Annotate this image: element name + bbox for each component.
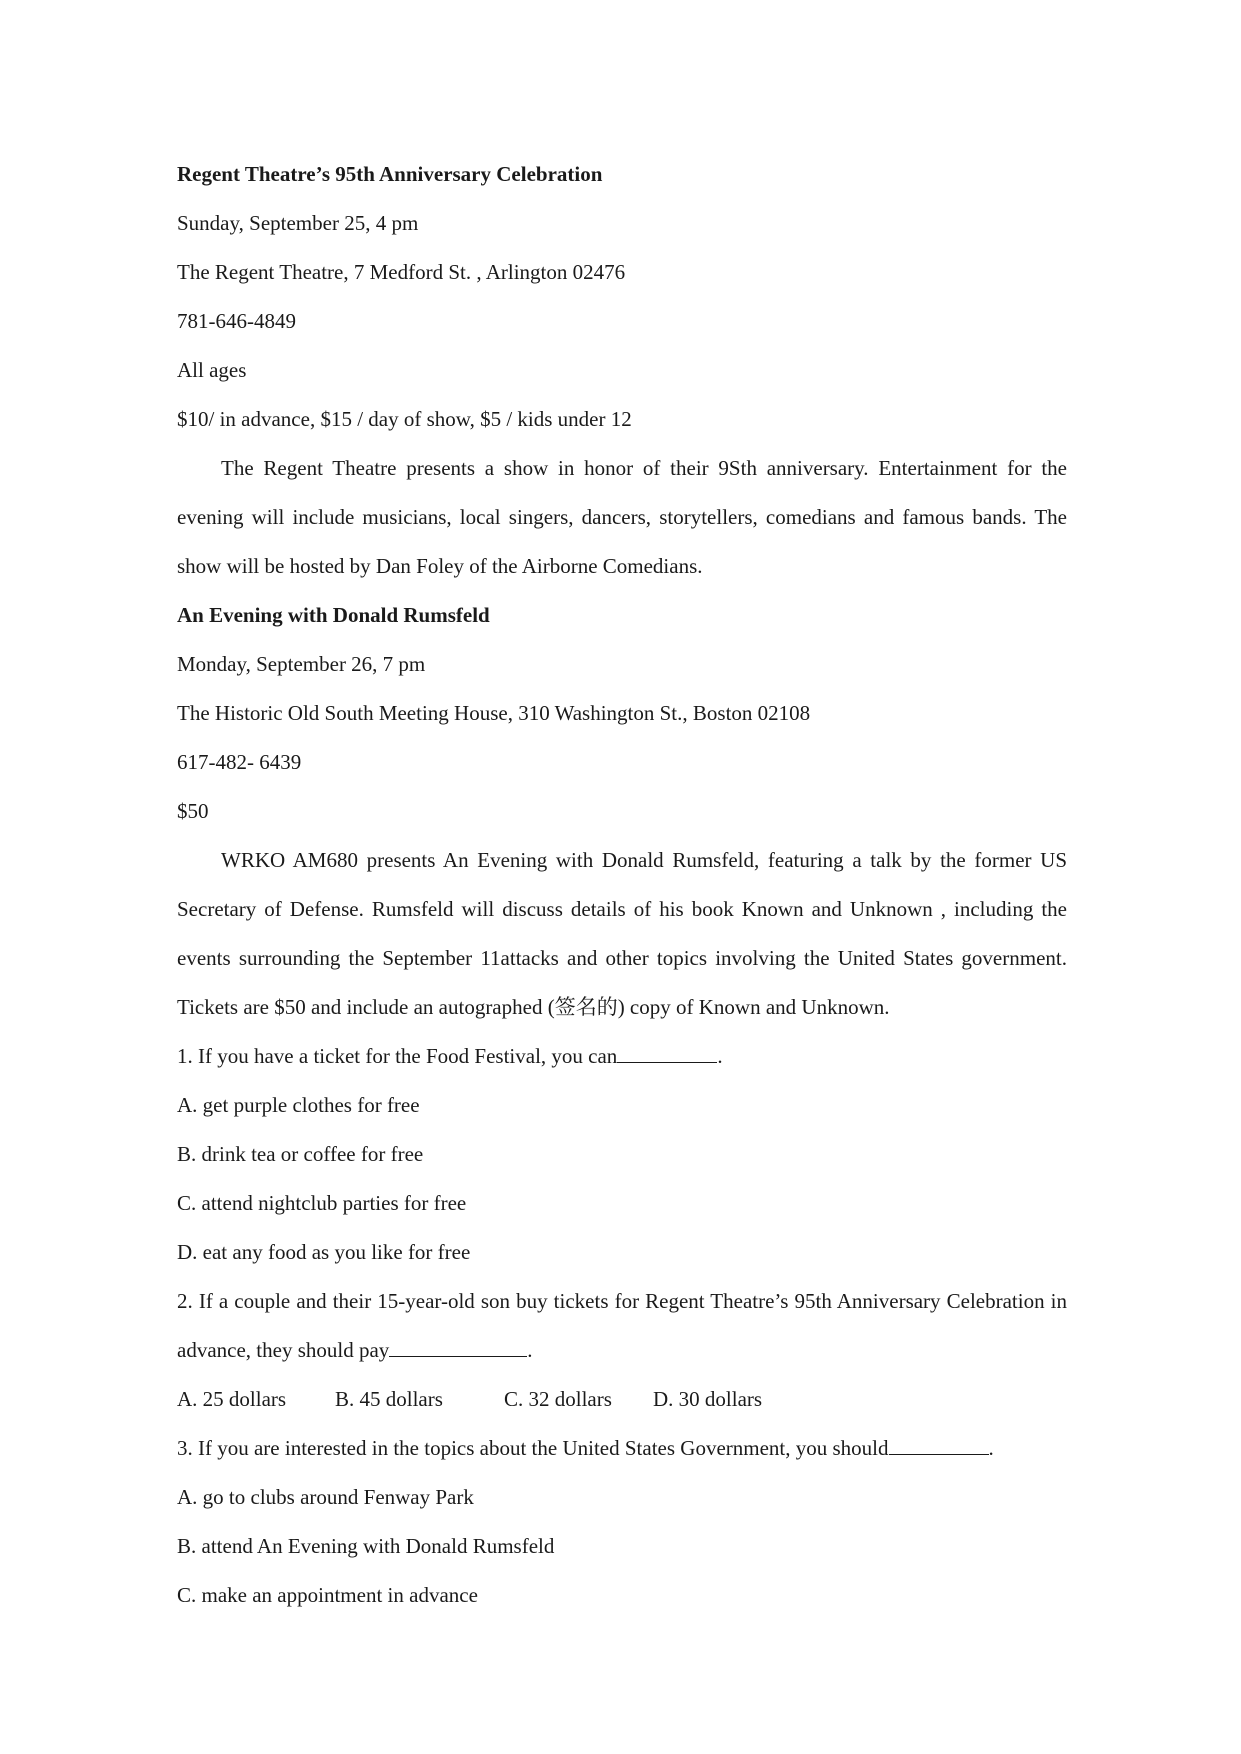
question-3 [177,1424,1067,1473]
question-3-end: . [988,1436,994,1460]
event2-address: The Historic Old South Meeting House, 310 Washington St., Boston 02108 [177,701,811,725]
event1-price: $10/ in advance, $15 / day of show, $5 / kids under 12 [177,407,632,431]
answer-blank-2 [389,1336,527,1357]
question-2-end: . [527,1338,533,1362]
q3-option-c: C. make an appointment in advance [177,1583,478,1607]
q1-option-a: A. get purple clothes for free [177,1093,420,1117]
q2-option-c: C. 32 dollars [504,1387,612,1411]
event1-phone: 781-646-4849 [177,309,296,333]
document-page [177,150,1067,1620]
question-1-end: . [717,1044,723,1068]
q2-option-b: B. 45 dollars [335,1387,443,1411]
q1-option-d: D. eat any food as you like for free [177,1240,471,1264]
event1-date: Sunday, September 25, 4 pm [177,211,419,235]
event2-title: An Evening with Donald Rumsfeld [177,603,490,627]
event1-description: The Regent Theatre presents a show in honor of their 9Sth anniversary. Entertainment for the evening will include musicians, local singers, dancers, storytellers, comedians and famous bands. The show will be hosted by Dan Foley of the Airborne Comedians. [177,456,1067,578]
question-1 [177,1032,1067,1081]
event2-description: WRKO AM680 presents An Evening with Donald Rumsfeld, featuring a talk by the former US Secretary of Defense. Rumsfeld will discuss details of his book Known and Unknown , including the events surrounding the September 11attacks and other topics involving the United States government. Tickets are $50 and include an autographed (签名的) copy of Known and Unknown. [177,848,1067,1019]
event2-price: $50 [177,799,209,823]
q2-options-row [177,1375,1067,1424]
event1-title: Regent Theatre’s 95th Anniversary Celebration [177,162,603,186]
question-3-stem: 3. If you are interested in the topics about the United States Government, you should [177,1436,889,1460]
event2-phone: 617-482- 6439 [177,750,302,774]
event1-ages: All ages [177,358,247,382]
q3-option-a: A. go to clubs around Fenway Park [177,1485,474,1509]
q1-option-b: B. drink tea or coffee for free [177,1142,424,1166]
question-2 [177,1277,1067,1375]
answer-blank-1 [617,1042,717,1063]
q1-option-c: C. attend nightclub parties for free [177,1191,467,1215]
q3-option-b: B. attend An Evening with Donald Rumsfeld [177,1534,555,1558]
answer-blank-3 [889,1434,989,1455]
question-1-stem: 1. If you have a ticket for the Food Festival, you can [177,1044,618,1068]
q2-option-a: A. 25 dollars [177,1387,287,1411]
q2-option-d: D. 30 dollars [653,1387,763,1411]
event2-date: Monday, September 26, 7 pm [177,652,426,676]
question-2-stem: 2. If a couple and their 15-year-old son buy tickets for Regent Theatre’s 95th Anniversary Celebration in advance, they should pay [177,1289,1067,1362]
event1-address: The Regent Theatre, 7 Medford St. , Arlington 02476 [177,260,626,284]
